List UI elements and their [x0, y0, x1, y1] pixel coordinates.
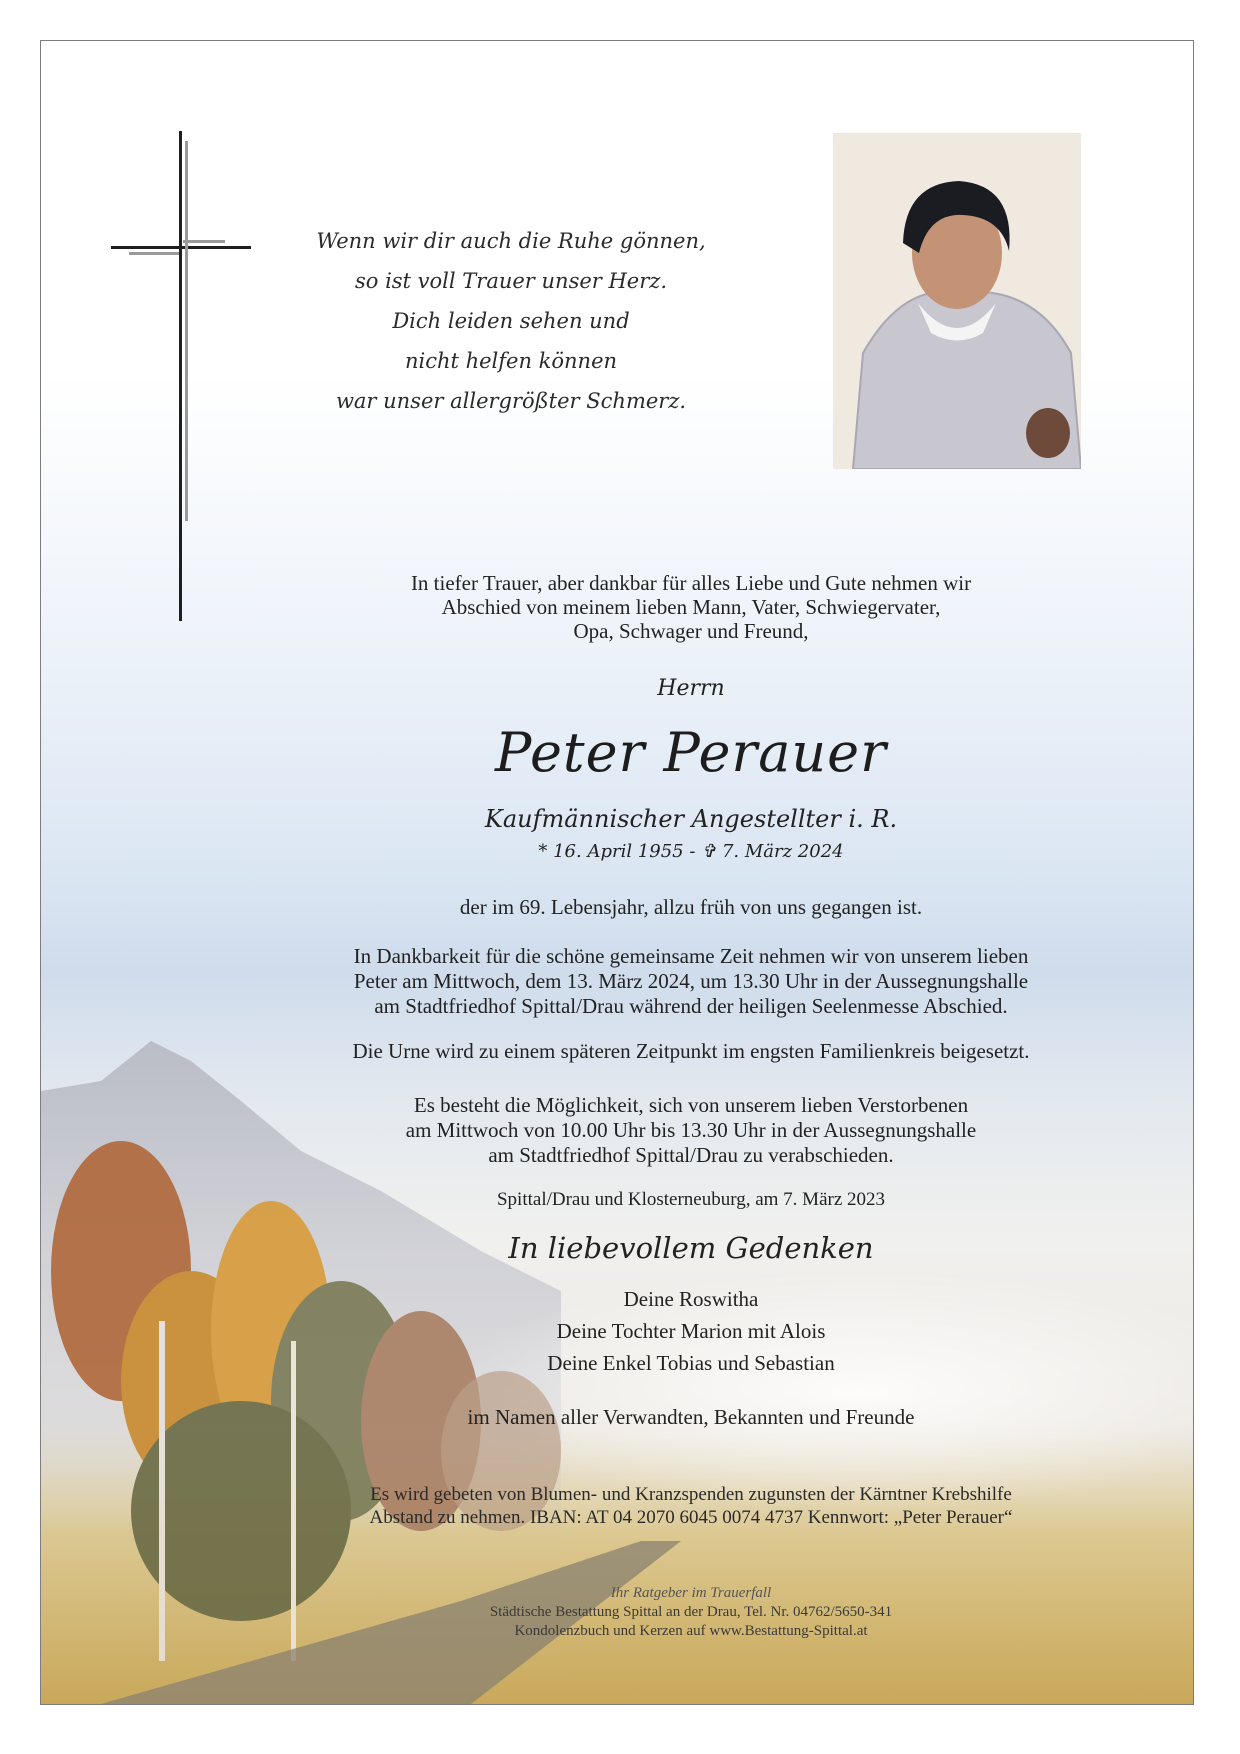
- place-date: Spittal/Drau und Klosterneuburg, am 7. März 2023: [496, 1189, 886, 1210]
- viewing-line: am Stadtfriedhof Spittal/Drau zu verabschieden.: [488, 1143, 894, 1167]
- viewing-paragraph: [221, 1093, 1161, 1168]
- intro-text: [291, 571, 1091, 643]
- closing-line: im Namen aller Verwandten, Bekannten und Freunde: [467, 1405, 915, 1429]
- remembrance-heading: In liebevollem Gedenken: [508, 1231, 874, 1265]
- memorial-poem: [251, 221, 771, 421]
- intro-line: In tiefer Trauer, aber dankbar für alles Liebe und Gute nehmen wir: [410, 571, 972, 595]
- obituary-card: [40, 40, 1194, 1705]
- footer-website: Kondolenzbuch und Kerzen auf www.Bestattung-Spittal.at: [514, 1623, 868, 1639]
- urn-notice: Die Urne wird zu einem späteren Zeitpunkt im engsten Familienkreis beigesetzt.: [352, 1039, 1030, 1063]
- viewing-line: am Mittwoch von 10.00 Uhr bis 13.30 Uhr in der Aussegnungshalle: [405, 1118, 977, 1142]
- cross-icon: [111, 131, 261, 661]
- intro-line: Abschied von meinem lieben Mann, Vater, Schwiegervater,: [441, 595, 941, 619]
- footer-slogan: Ihr Ratgeber im Trauerfall: [610, 1585, 772, 1601]
- funeral-home-footer: [321, 1584, 1061, 1641]
- age-line: der im 69. Lebensjahr, allzu früh von uns gegangen ist.: [459, 895, 923, 919]
- mourner-name: Deine Tochter Marion mit Alois: [556, 1319, 826, 1343]
- mourner-name: Deine Roswitha: [623, 1287, 759, 1311]
- poem-line: war unser allergrößter Schmerz.: [335, 389, 687, 413]
- poem-line: Wenn wir dir auch die Ruhe gönnen,: [316, 229, 706, 253]
- farewell-paragraph: [221, 944, 1161, 1019]
- mourner-name: Deine Enkel Tobias und Sebastian: [547, 1351, 835, 1375]
- mourner-list: [241, 1283, 1141, 1379]
- salutation: Herrn: [657, 676, 725, 701]
- intro-line: Opa, Schwager und Freund,: [573, 619, 809, 643]
- footer-contact: Städtische Bestattung Spittal an der Drau, Tel. Nr. 04762/5650-341: [489, 1604, 893, 1620]
- portrait-photo: [833, 133, 1081, 469]
- poem-line: Dich leiden sehen und: [392, 309, 630, 333]
- poem-line: nicht helfen können: [404, 349, 618, 373]
- farewell-line: In Dankbarkeit für die schöne gemeinsame Zeit nehmen wir von unserem lieben: [353, 944, 1029, 968]
- farewell-line: Peter am Mittwoch, dem 13. März 2024, um 13.30 Uhr in der Aussegnungshalle: [353, 969, 1029, 993]
- viewing-line: Es besteht die Möglichkeit, sich von unserem lieben Verstorbenen: [413, 1093, 969, 1117]
- donation-line: Abstand zu nehmen. IBAN: AT 04 2070 6045 0074 4737 Kennwort: „Peter Perauer“: [369, 1507, 1013, 1528]
- donation-line: Es wird gebeten von Blumen- und Kranzspenden zugunsten der Kärntner Krebshilfe: [370, 1484, 1012, 1505]
- donation-notice: [221, 1483, 1161, 1529]
- occupation: Kaufmännischer Angestellter i. R.: [484, 805, 898, 833]
- farewell-line: am Stadtfriedhof Spittal/Drau während der heiligen Seelenmesse Abschied.: [374, 994, 1008, 1018]
- deceased-name: Peter Perauer: [495, 721, 887, 784]
- life-dates: * 16. April 1955 - ✞ 7. März 2024: [538, 841, 844, 862]
- poem-line: so ist voll Trauer unser Herz.: [354, 269, 668, 293]
